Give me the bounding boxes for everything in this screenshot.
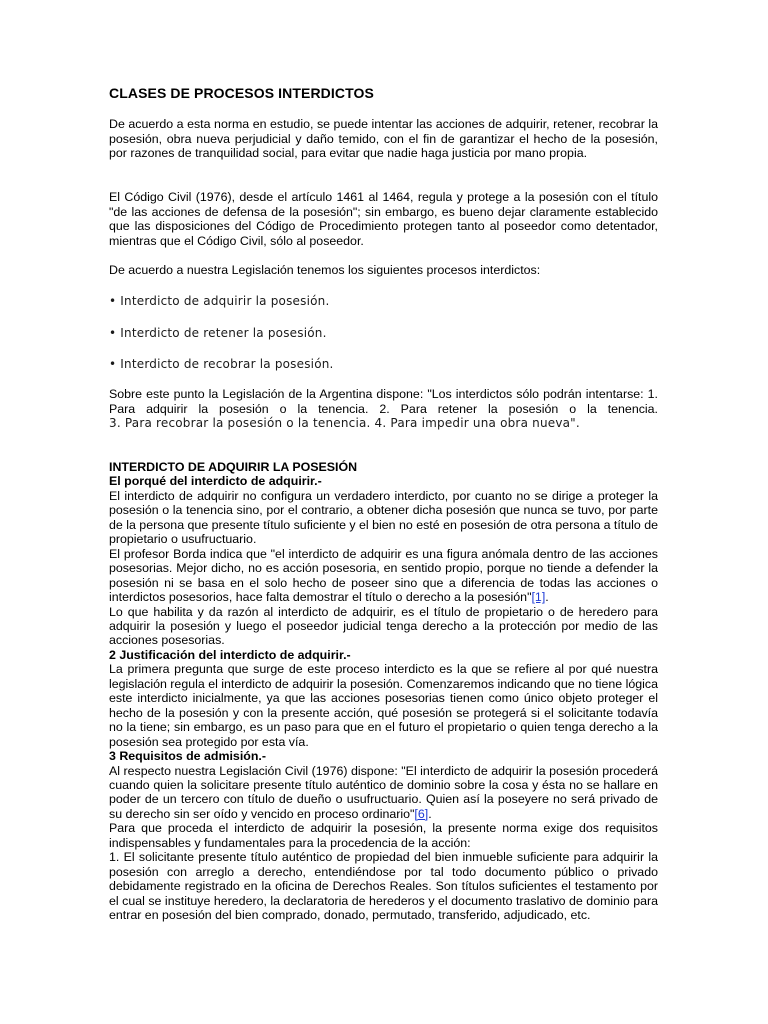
borda-quote-end: . xyxy=(545,590,549,605)
intro-paragraph-4 xyxy=(109,387,658,431)
subheading-porque: El porqué del interdicto de adquirir.- xyxy=(109,474,322,489)
borda-quote: El profesor Borda indica que "el interdicto de adquirir es una figura anómala dentro de las acciones posesorias. Mejor dicho, no es acción posesoria, en sentido propio, porque no tiende a defender la posesión ni se basa en el solo hecho de poseer sino que a diferencia de todas las acciones o interdictos posesorios, hace falta demostrar el título o derecho a la posesión" xyxy=(109,546,658,605)
footnote-link-6[interactable]: [6] xyxy=(414,806,429,821)
bullet-item-retener: • Interdicto de retener la posesión. xyxy=(109,326,327,340)
requisitos-paragraph-3: 1. El solicitante presente título auténtico de propiedad del bien inmueble suficiente para adquirir la posesión con arreglo a derecho, entendiéndose por tal todo documento público o privado debidamente registrado en la oficina de Derechos Reales. Son títulos suficientes el testamento por el cual se instituye heredero, la declaratoria de herederos y el documento traslativo de dominio para entrar en posesión del bien comprado, donado, permutado, transferido, adjudicado, etc. xyxy=(109,850,658,923)
bullet-item-recobrar: • Interdicto de recobrar la posesión. xyxy=(109,357,334,371)
requisitos-paragraph-1 xyxy=(109,764,658,822)
subheading-justificacion: 2 Justificación del interdicto de adquirir.- xyxy=(109,647,351,662)
page-title: CLASES DE PROCESOS INTERDICTOS xyxy=(109,85,374,101)
legislacion-quote-end: . xyxy=(428,806,432,821)
argentina-quote: Sobre este punto la Legislación de la Argentina dispone: "Los interdictos sólo podrán intentarse: 1. Para adquirir la posesión o la tenencia. 2. Para retener la posesión o la tenencia. xyxy=(109,387,658,416)
porque-paragraph-1: El interdicto de adquirir no configura un verdadero interdicto, por cuanto no se dirige a proteger la posesión o la tenencia sino, por el contrario, a obtener dicha posesión que nunca se tuvo, por parte de la persona que presente título suficiente y el bien no esté en posesión de otra persona a título de propietario o usufructuario. xyxy=(109,488,659,547)
requisitos-paragraph-2: Para que proceda el interdicto de adquirir la posesión, la presente norma exige dos requisitos indispensables y fundamentales para la procedencia de la acción: xyxy=(109,821,658,850)
justificacion-paragraph: La primera pregunta que surge de este proceso interdicto es la que se refiere al por qué nuestra legislación regula el interdicto de adquirir la posesión. Comenzaremos indicando que no tiene lógica este interdicto inicialmente, ya que las acciones posesorias tienen como único objeto proteger el hecho de la posesión y con la presente acción, qué posesión se protegerá si el solicitante todavía no la tiene; sin embargo, es un paso para que en el futuro el propietario o quien tenga derecho a la posesión sea protegido por esta vía. xyxy=(109,662,658,749)
intro-paragraph-2: El Código Civil (1976), desde el artículo 1461 al 1464, regula y protege a la posesión con el título "de las acciones de defensa de la posesión"; sin embargo, es bueno dejar claramente establecido que las disposiciones del Código de Procedimiento protegen tanto al poseedor como detentador, mientras que el Código Civil, sólo al poseedor. xyxy=(109,190,658,248)
intro-paragraph-3: De acuerdo a nuestra Legislación tenemos los siguientes procesos interdictos: xyxy=(109,263,541,277)
legislacion-quote: Al respecto nuestra Legislación Civil (1976) dispone: "El interdicto de adquirir la posesión procederá cuando quien la solicitare presente título auténtico de dominio sobre la cosa y ésta no se hallare en poder de un tercero con título de dueño o usufructuario. Quien así la poseyere no será privado de su derecho sin ser oído y vencido en proceso ordinario" xyxy=(109,763,658,821)
argentina-quote-continued: 3. Para recobrar la posesión o la tenencia. 4. Para impedir una obra nueva". xyxy=(109,416,580,431)
footnote-link-1[interactable]: [1] xyxy=(531,590,546,605)
porque-paragraph-2 xyxy=(109,547,658,605)
intro-paragraph-1: De acuerdo a esta norma en estudio, se puede intentar las acciones de adquirir, retener, recobrar la posesión, obra nueva perjudicial y daño temido, con el fin de garantizar el hecho de la posesión, por razones de tranquilidad social, para evitar que nadie haga justicia por mano propia. xyxy=(109,117,658,161)
bullet-item-adquirir: • Interdicto de adquirir la posesión. xyxy=(109,294,330,308)
subheading-requisitos: 3 Requisitos de admisión.- xyxy=(109,749,266,764)
porque-paragraph-3: Lo que habilita y da razón al interdicto de adquirir, es el título de propietario o de heredero para adquirir la posesión y luego el poseedor judicial tenga derecho a la protección por medio de las acciones posesorias. xyxy=(109,604,658,648)
section-interdicto-adquirir xyxy=(109,460,658,923)
section-heading: INTERDICTO DE ADQUIRIR LA POSESIÓN xyxy=(109,460,358,474)
